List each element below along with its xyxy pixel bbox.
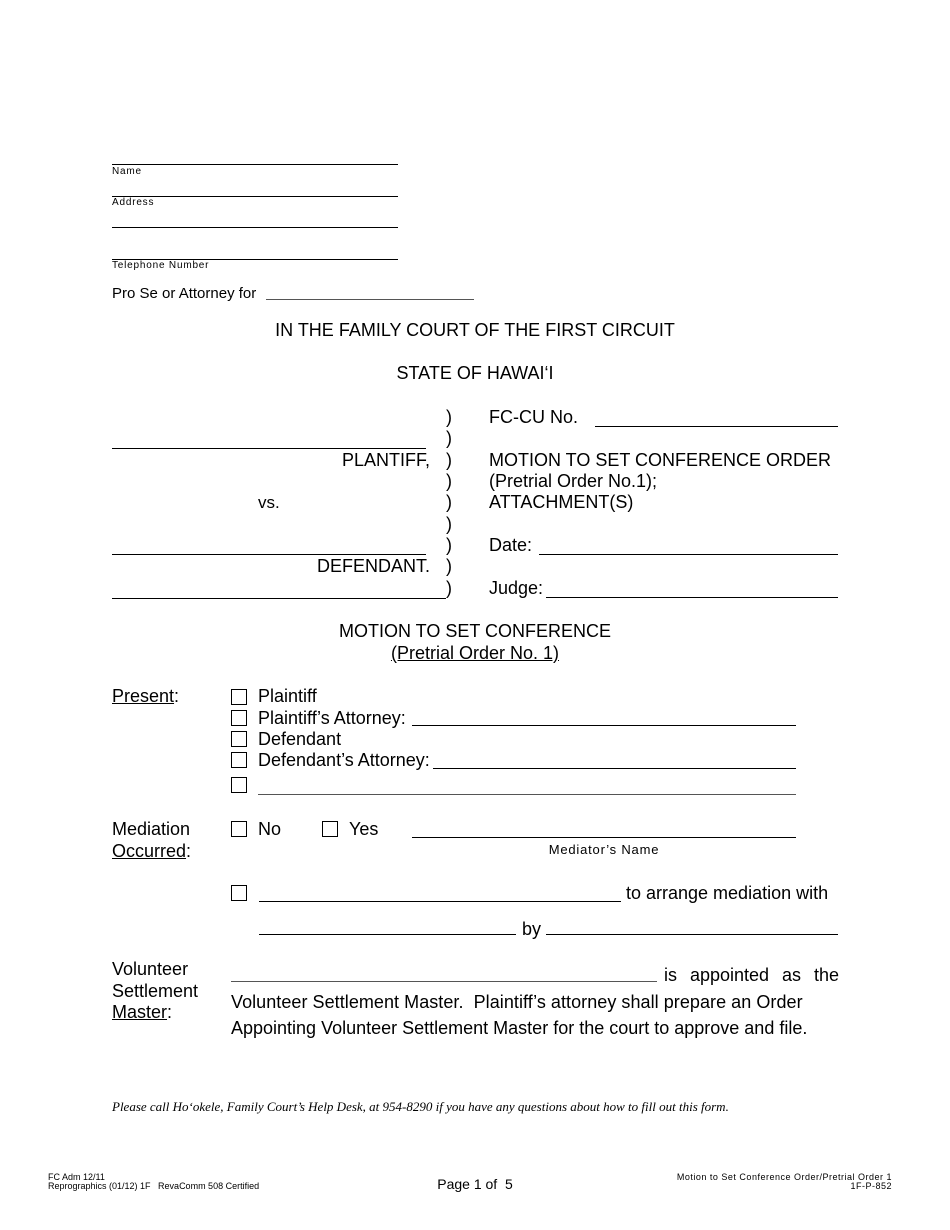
mediator-name-field[interactable] — [412, 837, 796, 838]
pro-se-field[interactable] — [266, 299, 474, 300]
plaintiff-label: PLANTIFF, — [341, 450, 430, 470]
arrange-mediation-text: to arrange mediation with — [626, 883, 829, 903]
caption-bottom-line — [112, 598, 446, 599]
vsm-label-3: Master: — [112, 1002, 173, 1022]
name-label: Name — [112, 166, 142, 177]
vsm-paragraph-line2: Appointing Volunteer Settlement Master for the court to approve and file. — [231, 1018, 808, 1038]
present-plaintiff-attorney-checkbox[interactable] — [231, 710, 247, 726]
caption-paren: ) — [446, 492, 452, 512]
by-label: by — [522, 919, 542, 939]
vsm-name-field[interactable] — [231, 981, 657, 982]
case-number-label: FC-CU No. — [489, 407, 578, 427]
defendant-attorney-field[interactable] — [433, 768, 796, 769]
caption-paren: ) — [446, 471, 452, 491]
mediation-yes-checkbox[interactable] — [322, 821, 338, 837]
present-plaintiff-checkbox[interactable] — [231, 689, 247, 705]
caption-paren: ) — [446, 450, 452, 470]
present-defendant-checkbox[interactable] — [231, 731, 247, 747]
present-defendant-label: Defendant — [258, 729, 342, 749]
address-label: Address — [112, 197, 155, 208]
date-label: Date: — [489, 535, 533, 555]
present-other-field[interactable] — [258, 794, 796, 795]
mediation-yes-label: Yes — [349, 819, 379, 839]
present-plaintiff-label: Plaintiff — [258, 686, 317, 706]
mediation-label-1: Mediation — [112, 819, 191, 839]
defendant-name-line[interactable] — [112, 554, 426, 555]
mediation-no-checkbox[interactable] — [231, 821, 247, 837]
mediation-no-label: No — [258, 819, 282, 839]
present-plaintiff-attorney-label: Plaintiff’s Attorney: — [258, 708, 406, 728]
arrange-with-field[interactable] — [259, 934, 516, 935]
mediator-name-caption: Mediator’s Name — [548, 842, 660, 857]
caption-paren: ) — [446, 428, 452, 448]
present-other-checkbox[interactable] — [231, 777, 247, 793]
help-desk-note: Please call Ho‘okele, Family Court’s Help Desk, at 954-8290 if you have any questions about how to fill out this form. — [112, 1099, 729, 1114]
motion-title: MOTION TO SET CONFERENCE — [338, 621, 612, 641]
court-state: STATE OF HAWAI‘I — [396, 363, 554, 383]
arrange-by-field[interactable] — [546, 934, 838, 935]
case-number-field[interactable] — [595, 426, 838, 427]
caption-paren: ) — [446, 407, 452, 427]
footer-form-code: FC Adm 12/11 — [48, 1172, 105, 1182]
judge-label: Judge: — [489, 578, 544, 598]
arrange-party-field[interactable] — [259, 901, 621, 902]
page-number: Page 1 of 5 — [437, 1176, 513, 1192]
address-line-2[interactable] — [112, 227, 398, 228]
present-defendant-attorney-checkbox[interactable] — [231, 752, 247, 768]
present-defendant-attorney-label: Defendant’s Attorney: — [258, 750, 430, 770]
doc-title-line2: (Pretrial Order No.1); — [489, 471, 658, 491]
caption-paren: ) — [446, 514, 452, 534]
court-name: IN THE FAMILY COURT OF THE FIRST CIRCUIT — [275, 320, 675, 340]
plaintiff-attorney-field[interactable] — [412, 725, 796, 726]
pro-se-label: Pro Se or Attorney for — [112, 285, 257, 302]
address-line[interactable] — [112, 196, 398, 197]
footer-form-number: 1F-P-852 — [850, 1181, 892, 1191]
caption-paren: ) — [446, 556, 452, 576]
name-line[interactable] — [112, 164, 398, 165]
vsm-label-1: Volunteer — [112, 959, 189, 979]
footer-reprographics: Reprographics (01/12) 1F RevaComm 508 Certified — [48, 1181, 260, 1191]
doc-title-line3: ATTACHMENT(S) — [489, 492, 634, 512]
vsm-paragraph-line1: Volunteer Settlement Master. Plaintiff’s attorney shall prepare an Order — [231, 992, 803, 1012]
vsm-label-2: Settlement — [112, 981, 199, 1001]
footer-form-title: Motion to Set Conference Order/Pretrial Order 1 — [676, 1172, 892, 1182]
mediation-label-2: Occurred: — [112, 841, 192, 861]
doc-title-line1: MOTION TO SET CONFERENCE ORDER — [489, 450, 832, 470]
vs-label: vs. — [258, 493, 280, 512]
caption-paren: ) — [446, 578, 452, 598]
plaintiff-name-line[interactable] — [112, 448, 426, 449]
arrange-mediation-checkbox[interactable] — [231, 885, 247, 901]
motion-subtitle: (Pretrial Order No. 1) — [390, 643, 560, 663]
telephone-label: Telephone Number — [112, 260, 210, 271]
caption-paren: ) — [446, 535, 452, 555]
judge-field[interactable] — [546, 597, 838, 598]
date-field[interactable] — [539, 554, 838, 555]
defendant-label: DEFENDANT. — [316, 556, 430, 576]
vsm-appointed-text: is appointed as the — [664, 965, 839, 985]
present-label: Present: — [112, 686, 180, 706]
